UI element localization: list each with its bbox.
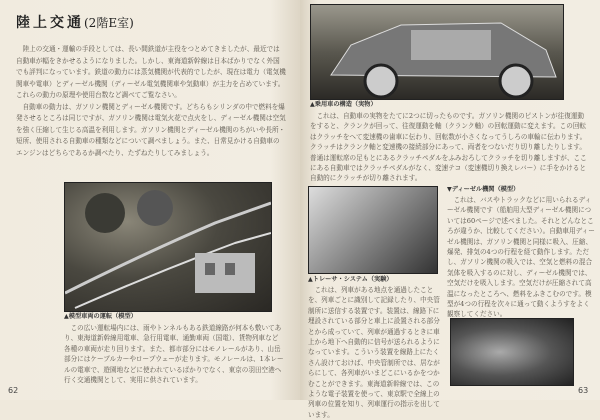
page-number: 63 [578,386,589,395]
car-caption: ▲乗用車の構造（実物） [310,101,377,108]
right-page [300,0,600,419]
title-main: 陸上交通 [16,15,84,31]
diesel-text: これは、バスやトラックなどに用いられるディーゼル機関です（船舶用大型ディーゼル機関については60ページで述べました。それとどんなところが違うか、比較してください）。自動車用ディーゼル機関は、ガソリン機関と同様に吸入、圧縮、爆発、排気の4つの行程を経て動作します。ただし、ガソリン機関の吸入では、空気と燃料の混合気体を吸入するのに対し、ディーゼル機関では、空気だけを吸入します。空気だけが圧縮されて高温になったところへ、燃料をふきこむのです。模型が4つの行程を次々に通って動くようすをよく観察してください。 [447,196,595,319]
page-title [16,12,134,32]
railway-illustration [65,183,271,311]
left-page [0,0,300,400]
intro-paragraph: 自動車の動力は、ガソリン機関とディーゼル機関です。どちらもシリンダの中で燃料を爆発させるところは同じですが、ガソリン機関は電気火花で点火をし、ディーゼル機関は空気を強く圧縮して生じる高温を利用します。ガソリン機関とディーゼル機関のちがいや長所・短所、使用される自動車の種類などについて調べましょう。また、日常見かける自動車のエンジンはどちらであるか調べたり、たずねたりしてみましょう。 [16,102,286,157]
car-cutaway-photo [310,4,564,100]
diesel-caption: ▼ディーゼル機関（模型） [447,186,520,193]
intro-text [16,44,286,159]
tracer-text: これは、列車がある地点を通過したことを、列車ごとに識別して記録したり、中央管制所に送信する装置です。装置は、線路下に埋設されている部分と車上に設置される部分とから成っていて、列車が通過するときに車上から地下へ自動的に信号が送られるようになっています。こういう装置を線路上にたくさん設けておけば、中央管制所では、居ながらにして、各列車がいまどこにいるかをつかむことができます。東海道新幹線では、このような電子装置を使って、東京駅で全線上の列車の位置を知り、列車運行の指示を出しています。 [308,286,440,419]
title-sub: (2階E室) [84,16,134,30]
model-railway-photo [64,182,272,312]
model-railway-caption: ▲模型車両の運転（模型） [64,313,137,320]
tracer-system-photo [308,186,438,274]
intro-paragraph: 陸上の交通・運輸の手段としては、長い間鉄道が主役をつとめてきましたが、最近では自動車が幅をきかせるようになりました。しかし、東海道新幹線は日本ばかりでなく外国でも評判になっています。鉄道の動力には蒸気機関が代表的でしたが、現在は電力（電気機関車や電車）とディーゼル機関（ディーゼル電気機関車や気動車）が主力を占めています。これらの動力の原理や使用台数など調べてご覧なさい。 [16,45,286,99]
car-text: これは、自動車の実物をたてに2つに切ったものです。ガソリン機関のピストンが往復運動をすると、クランクが回って、往復運動を軸（クランク軸）の回転運動に変えます。この回転はクラッチをへて変速機の歯車に伝わり、回転数が小さくなってうしろの車輪に伝わります。クラッチはクランク軸と変速機の接続部分にあって、両者をつないだり切り離したりします。普通は運転席の足もとにあるクラッチペダルをふみおろしてクラッチを切り離しますが、ここにある自動車ではクラッチペダルがなく、変速テコ（変速機切り換えレバー）に手をかけると自動的にクラッチが切り離されます。 [310,112,587,183]
page-number: 62 [8,386,19,395]
car-illustration [311,5,563,99]
model-railway-text: この広い運転場内には、雨やトンネルもある鉄道線路が何本も敷いてあり、東海道新幹線用電車、急行用電車、通勤車両（国電）、貨物列車など各種の車両が走り回ります。また、都市部分にはモノレールがあり、山岳部分にはケーブルカーやロープウェーが走ります。モノレールは、1本レールの電車で、遊園地などに使われているばかりでなく、東京の羽田空港へ行く交通機関として、実用に供されています。 [64,324,284,385]
tracer-caption: ▲トレーサ・システム（実験） [308,276,393,283]
diesel-engine-photo [450,318,574,386]
